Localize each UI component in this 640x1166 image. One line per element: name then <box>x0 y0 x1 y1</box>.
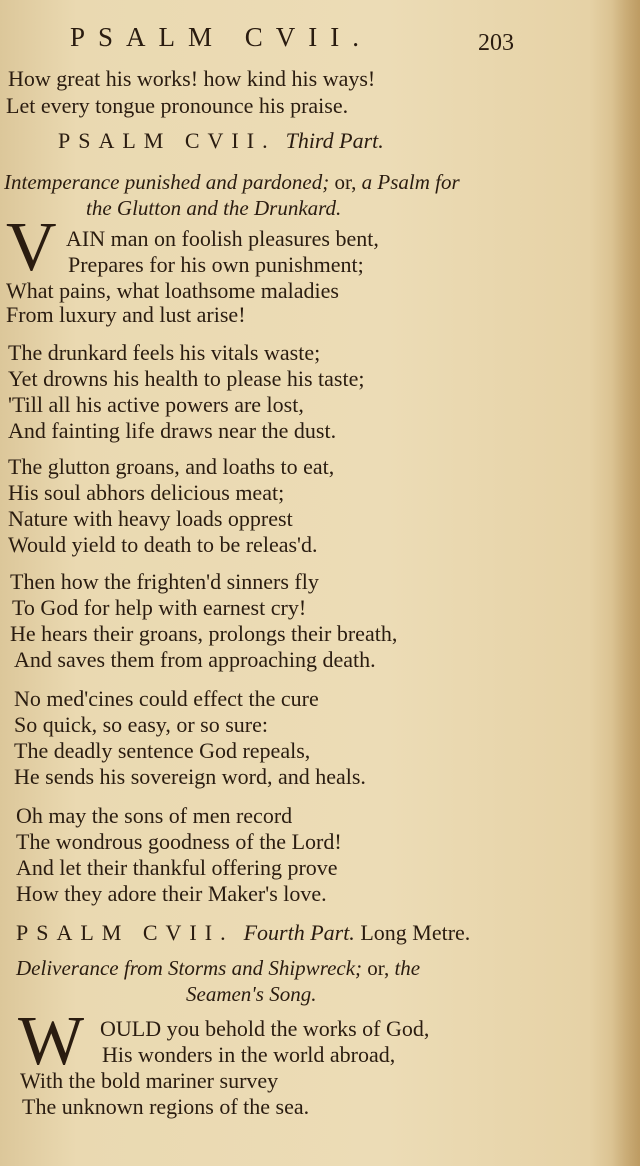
section-subtitle <box>4 170 460 194</box>
verse-line <box>66 226 379 252</box>
subtitle-text-end: the <box>394 956 421 980</box>
verse-line: Yet drowns his health to please his taste; <box>8 366 365 391</box>
verse-line-text: you behold the works of God, <box>166 1016 430 1041</box>
verse-line: With the bold mariner survey <box>20 1068 279 1093</box>
heading-psalm: PSALM CVII. <box>16 920 234 945</box>
verse-line: He hears their groans, prolongs their breath, <box>10 621 398 646</box>
subtitle-text-end: a Psalm for <box>361 170 460 194</box>
verse-line: The unknown regions of the sea. <box>22 1094 310 1119</box>
verse-line: What pains, what loathsome maladies <box>6 278 339 303</box>
verse-line: The deadly sentence God repeals, <box>14 738 311 763</box>
first-word-rest: AIN <box>66 226 106 251</box>
drop-cap: W <box>18 1003 85 1080</box>
drop-cap: V <box>6 209 57 286</box>
verse-line: To God for help with earnest cry! <box>12 595 307 620</box>
verse-line: So quick, so easy, or so sure: <box>14 712 268 737</box>
heading-metre: Long Metre. <box>360 920 471 945</box>
verse-line: Would yield to death to be releas'd. <box>8 532 318 557</box>
subtitle-or: or, <box>367 956 390 980</box>
subtitle-text: Intemperance punished and pardoned; <box>4 170 330 194</box>
section-subtitle-line2: the Glutton and the Drunkard. <box>86 196 342 220</box>
page-number: 203 <box>478 30 514 56</box>
verse-line: The drunkard feels his vitals waste; <box>8 340 321 365</box>
verse-line-text: man on foolish pleasures bent, <box>110 226 379 251</box>
verse-line: His soul abhors delicious meat; <box>8 480 285 505</box>
heading-psalm: PSALM CVII. <box>58 128 276 153</box>
verse-line: Nature with heavy loads opprest <box>8 506 293 531</box>
verse-line: Then how the frighten'd sinners fly <box>10 569 319 594</box>
verse-line: 'Till all his active powers are lost, <box>8 392 304 417</box>
heading-part: Fourth Part. <box>243 920 355 945</box>
subtitle-text: Deliverance from Storms and Shipwreck; <box>16 956 363 980</box>
verse-line <box>100 1016 429 1042</box>
verse-line: How they adore their Maker's love. <box>16 881 327 906</box>
verse-line: And let their thankful offering prove <box>16 855 338 880</box>
verse-line: The glutton groans, and loaths to eat, <box>8 454 335 479</box>
first-word-rest: OULD <box>100 1016 162 1041</box>
verse-line: His wonders in the world abroad, <box>102 1042 396 1067</box>
section-heading-fourth-part <box>16 920 470 946</box>
verse-line: No med'cines could effect the cure <box>14 686 319 711</box>
page-edge-shadow <box>612 0 640 1166</box>
verse-line: And fainting life draws near the dust. <box>8 418 337 443</box>
section-subtitle-line2: Seamen's Song. <box>186 982 317 1006</box>
running-head: PSALM CVII. <box>70 22 373 52</box>
verse-line: He sends his sovereign word, and heals. <box>14 764 366 789</box>
verse-line: From luxury and lust arise! <box>6 302 246 327</box>
section-heading-third-part <box>58 128 384 154</box>
section-subtitle <box>16 956 420 980</box>
verse-line: The wondrous goodness of the Lord! <box>16 829 342 854</box>
verse-line: Prepares for his own punishment; <box>68 252 364 277</box>
heading-part: Third Part. <box>285 128 384 153</box>
verse-line: Let every tongue pronounce his praise. <box>6 93 349 118</box>
verse-line: How great his works! how kind his ways! <box>8 66 376 91</box>
verse-line: And saves them from approaching death. <box>14 647 376 672</box>
subtitle-or: or, <box>334 170 357 194</box>
verse-line: Oh may the sons of men record <box>16 803 293 828</box>
